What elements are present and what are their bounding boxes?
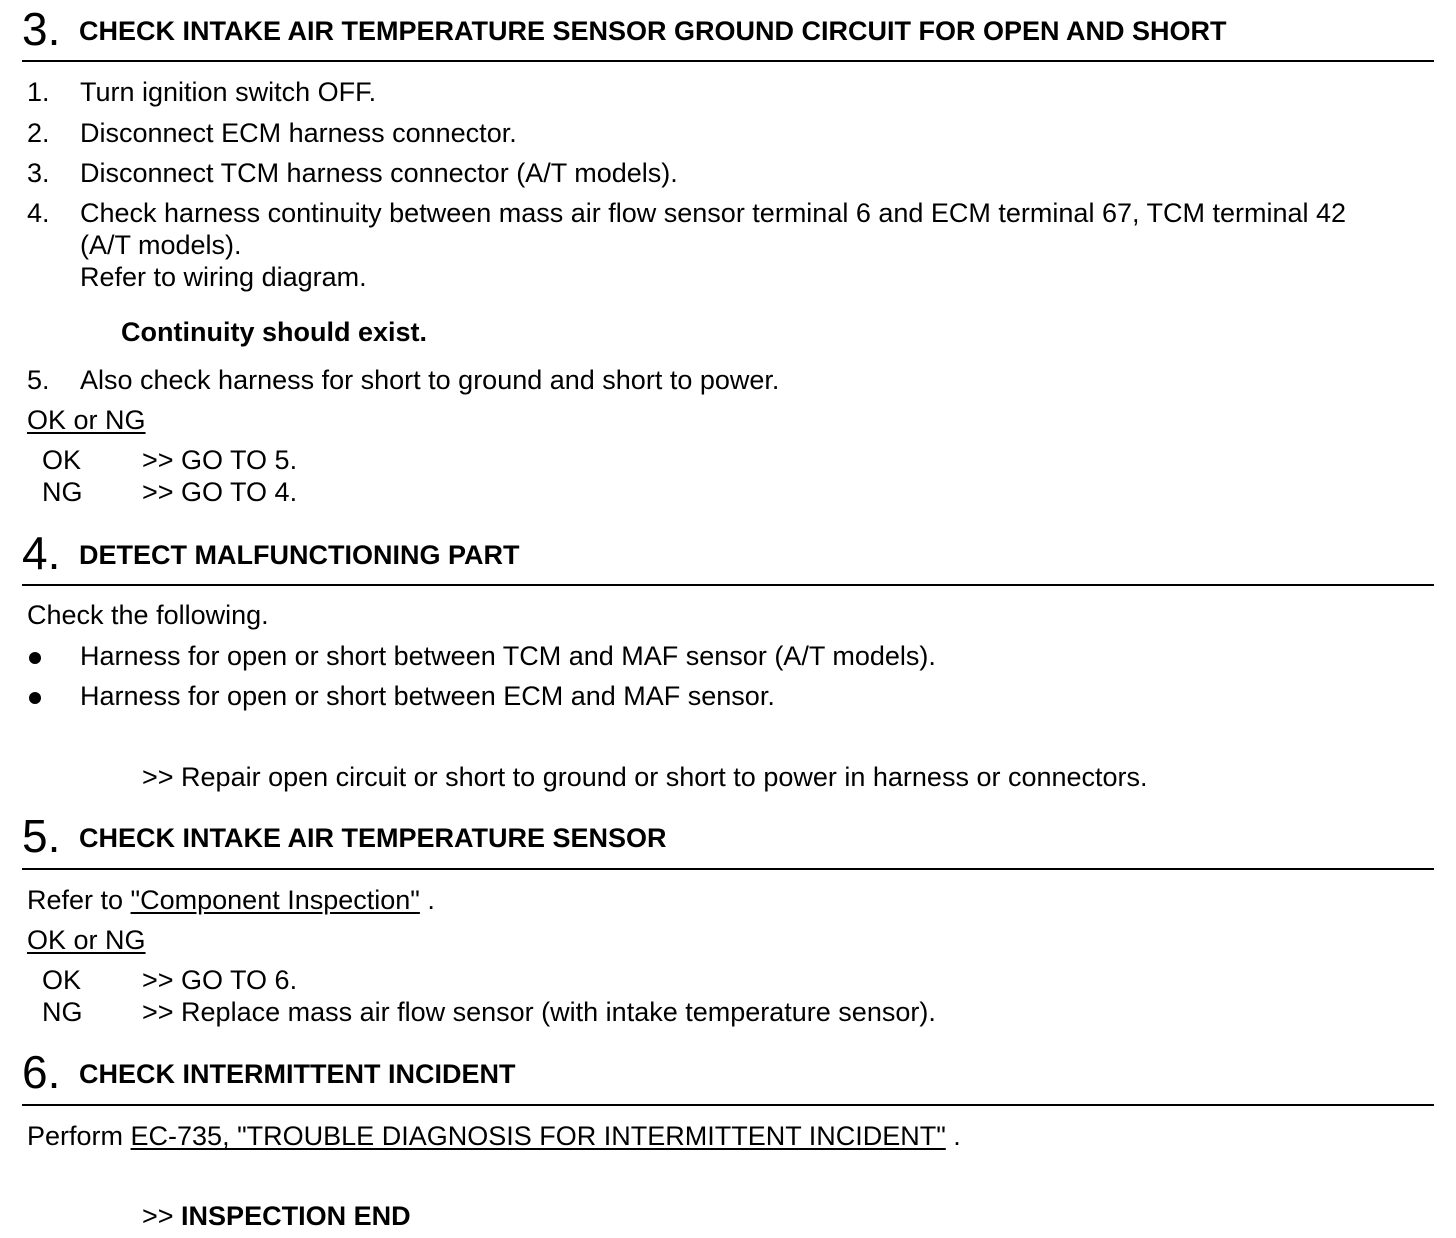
step-3-ok-label: OK xyxy=(42,445,82,475)
step-3-item-4-text: Check harness continuity between mass air flow sensor terminal 6 and ECM terminal 67, TCM terminal 42 xyxy=(80,198,1347,228)
step-5-ng-label: NG xyxy=(42,997,83,1027)
step-3-item-3-num: 3. xyxy=(27,158,50,188)
ec-735-link[interactable]: EC-735, "TROUBLE DIAGNOSIS FOR INTERMITTENT INCIDENT" xyxy=(130,1121,946,1151)
step-6-rule xyxy=(22,1104,1434,1106)
step-3-item-4-refer: Refer to wiring diagram. xyxy=(80,262,367,292)
bullet-icon xyxy=(29,652,41,664)
step-4-bullet-2: Harness for open or short between ECM and MAF sensor. xyxy=(80,681,775,711)
bullet-icon xyxy=(29,692,41,704)
step-5-ok-label: OK xyxy=(42,965,82,995)
step-3-spec: Continuity should exist. xyxy=(121,317,428,347)
step-3-item-2-num: 2. xyxy=(27,118,50,148)
step-5-number: 5. xyxy=(22,810,61,862)
inspection-end-arrows: >> xyxy=(142,1201,182,1231)
step-3-rule xyxy=(22,60,1434,62)
step-3-item-4-num: 4. xyxy=(27,198,50,228)
step-3-ok-action: >> GO TO 5. xyxy=(142,445,298,475)
step-5-ok-ng-label: OK or NG xyxy=(27,925,146,955)
step-3-ng-label: NG xyxy=(42,477,83,507)
step-4-action: >> Repair open circuit or short to ground or short to power in harness or connectors. xyxy=(142,762,1148,792)
step-6-perform xyxy=(27,1121,961,1151)
step-3-item-1-num: 1. xyxy=(27,77,50,107)
step-4-intro: Check the following. xyxy=(27,600,269,630)
step-5-ng-action: >> Replace mass air flow sensor (with intake temperature sensor). xyxy=(142,997,936,1027)
step-3-item-3-text: Disconnect TCM harness connector (A/T models). xyxy=(80,158,678,188)
step-5-refer-prefix: Refer to xyxy=(27,885,131,915)
step-3-item-2-text: Disconnect ECM harness connector. xyxy=(80,118,517,148)
step-3-ng-action: >> GO TO 4. xyxy=(142,477,298,507)
inspection-end xyxy=(142,1201,411,1231)
step-4-title: DETECT MALFUNCTIONING PART xyxy=(79,540,520,570)
step-4-bullet-1: Harness for open or short between TCM and MAF sensor (A/T models). xyxy=(80,641,936,671)
step-4-number: 4. xyxy=(22,527,61,579)
step-5-title: CHECK INTAKE AIR TEMPERATURE SENSOR xyxy=(79,823,667,853)
step-5-refer-suffix: . xyxy=(419,885,435,915)
step-6-title: CHECK INTERMITTENT INCIDENT xyxy=(79,1059,516,1089)
step-6-perform-suffix: . xyxy=(945,1121,961,1151)
step-3-item-5-num: 5. xyxy=(27,365,50,395)
step-5-refer xyxy=(27,885,435,915)
step-3-number: 3. xyxy=(22,3,61,55)
step-5-rule xyxy=(22,868,1434,870)
step-5-ok-action: >> GO TO 6. xyxy=(142,965,298,995)
step-3-item-4-cont: (A/T models). xyxy=(80,230,242,260)
inspection-end-text: INSPECTION END xyxy=(181,1201,411,1231)
step-3-title: CHECK INTAKE AIR TEMPERATURE SENSOR GROUND CIRCUIT FOR OPEN AND SHORT xyxy=(79,16,1227,46)
step-6-number: 6. xyxy=(22,1046,61,1098)
component-inspection-link[interactable]: "Component Inspection" xyxy=(130,885,420,915)
step-3-item-5-text: Also check harness for short to ground and short to power. xyxy=(80,365,780,395)
step-3-ok-ng-label: OK or NG xyxy=(27,405,146,435)
step-3-item-1-text: Turn ignition switch OFF. xyxy=(80,77,377,107)
step-6-perform-prefix: Perform xyxy=(27,1121,131,1151)
step-4-rule xyxy=(22,584,1434,586)
